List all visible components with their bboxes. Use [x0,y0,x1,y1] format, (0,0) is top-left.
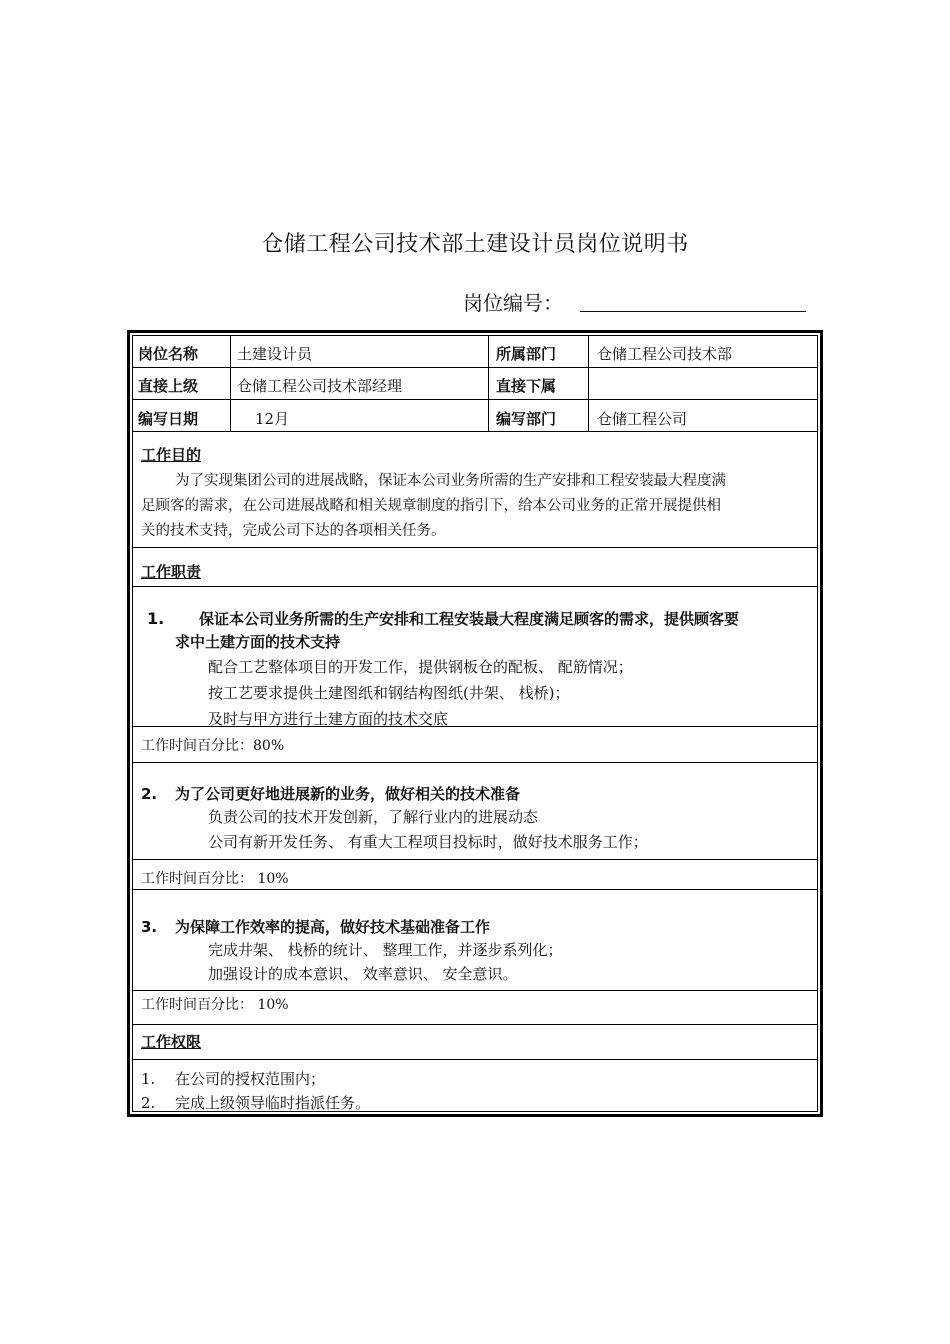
job-description-table [127,330,823,1117]
duty-title: 求中土建方面的技术支持 [175,633,341,651]
authority-item-number: 2. [141,1094,156,1112]
section-heading-duties: 工作职责 [141,563,202,581]
document-title: 仓储工程公司技术部土建设计员岗位说明书 [261,232,689,257]
duty-number: 3. [141,918,158,936]
purpose-line: 足顾客的需求，在公司进展战略和相关规章制度的指引下，给本公司业务的正常开展提供相 [141,498,721,514]
row-divider [133,367,817,368]
value-write-date: 12月 [255,410,290,428]
row-divider [133,859,817,860]
row-divider [133,399,817,400]
value-post-name: 土建设计员 [237,345,313,363]
row-divider [133,889,817,890]
authority-item: 完成上级领导临时指派任务。 [175,1094,371,1112]
duty-item: 及时与甲方进行土建方面的技术交底 [208,710,449,728]
purpose-line: 为了实现集团公司的进展战略，保证本公司业务所需的生产安排和工程安装最大程度满 [175,473,726,489]
section-heading-purpose: 工作目的 [141,446,202,464]
purpose-paragraph [141,469,817,544]
authority-item: 在公司的授权范围内； [175,1070,326,1088]
row-divider [133,990,817,991]
row-divider [133,1059,817,1060]
row-divider [133,586,817,587]
row-divider [133,762,817,763]
duty-time-percentage: 工作时间百分比： 10% [141,997,289,1013]
duty-number: 2. [141,785,158,803]
row-divider [133,547,817,548]
label-direct-subordinate: 直接下属 [496,377,557,395]
duty-item: 公司有新开发任务、 有重大工程项目投标时，做好技术服务工作； [208,833,648,851]
row-divider [133,1024,817,1025]
post-number-label: 岗位编号： [463,291,563,315]
column-divider [488,336,489,431]
duty-time-percentage: 工作时间百分比： 10% [141,871,289,887]
duty-title: 为保障工作效率的提高，做好技术基础准备工作 [175,918,491,936]
label-department: 所属部门 [496,345,557,363]
value-department: 仓储工程公司技术部 [597,345,733,363]
duty-number: 1. [147,609,165,628]
duty-item: 加强设计的成本意识、 效率意识、 安全意识。 [208,965,518,983]
purpose-line: 关的技术支持，完成公司下达的各项相关任务。 [141,523,446,539]
label-write-department: 编写部门 [496,410,557,428]
duty-item: 负责公司的技术开发创新，了解行业内的进展动态 [208,808,539,826]
row-divider [133,431,817,432]
duty-item: 按工艺要求提供土建图纸和钢结构图纸(井架、 栈桥)； [208,684,570,702]
duty-item: 完成井架、 栈桥的统计、 整理工作，并逐步系列化； [208,941,563,959]
section-heading-authority: 工作权限 [141,1033,202,1051]
duty-item: 配合工艺整体项目的开发工作，提供钢板仓的配板、 配筋情况； [208,658,633,676]
label-write-date: 编写日期 [138,410,199,428]
column-divider [588,336,589,431]
column-divider [230,336,231,431]
authority-item-number: 1. [141,1070,156,1088]
duty-time-percentage: 工作时间百分比：80% [141,738,285,754]
label-post-name: 岗位名称 [138,345,199,363]
post-number-blank-line [580,311,806,312]
duty-title: 保证本公司业务所需的生产安排和工程安装最大程度满足顾客的需求，提供顾客要 [199,610,740,628]
value-direct-superior: 仓储工程公司技术部经理 [237,377,403,395]
value-write-department: 仓储工程公司 [597,410,688,428]
label-direct-superior: 直接上级 [138,377,199,395]
duty-title: 为了公司更好地进展新的业务，做好相关的技术准备 [175,785,521,803]
